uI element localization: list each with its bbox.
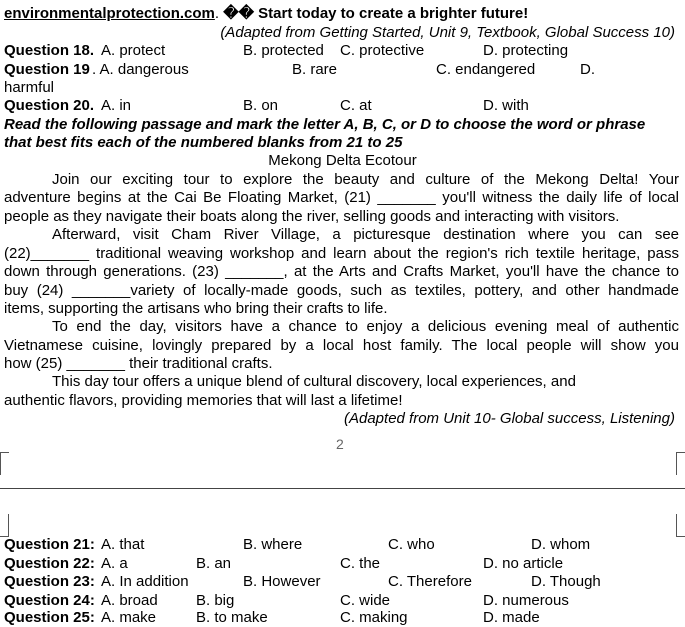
option-b: B. on (243, 97, 279, 114)
page-divider (0, 488, 685, 489)
page-corner-top-left (0, 452, 9, 475)
option-d: D. numerous (483, 592, 569, 609)
passage-line: To end the day, visitors have a chance to enjoy a delicious evening meal of authentic (52, 318, 679, 335)
passage-title: Mekong Delta Ecotour (268, 152, 417, 169)
option-b: B. rare (292, 61, 338, 78)
option-b: B. an (196, 555, 232, 572)
option-c: C. who (388, 536, 435, 553)
passage-line: how (25) _______ their traditional crafts. (4, 355, 273, 372)
option-a: A. in (101, 97, 132, 114)
question-label: Question 19 (4, 61, 90, 78)
option-a: A. a (101, 555, 128, 572)
option-d: D. protecting (483, 42, 569, 59)
option-b: B. where (243, 536, 303, 553)
option-a: A. broad (101, 592, 158, 609)
option-c: C. wide (340, 592, 391, 609)
question-label: Question 18. (4, 42, 95, 59)
passage-line: This day tour offers a unique blend of cultural discovery, local experiences, and (52, 373, 576, 390)
option-a: A. protect (101, 42, 166, 59)
page-corner-top-right (676, 452, 685, 475)
passage-line: items, supporting the artisans who bring their crafts to life. (4, 300, 388, 317)
instruction-line: Read the following passage and mark the letter A, B, C, or D to choose the word or phrase (4, 116, 646, 133)
option-a: A. that (101, 536, 145, 553)
option-c: C. the (340, 555, 381, 572)
option-d: D. (580, 61, 595, 78)
option-d: D. made (483, 609, 540, 626)
source-citation-2: (Adapted from Unit 10- Global success, Listening) (344, 410, 675, 427)
slogan: Start today to create a brighter future! (258, 5, 529, 22)
option-a: A. make (101, 609, 157, 626)
question-label: Question 20. (4, 97, 95, 114)
passage-line: Vietnamese cuisine, lovingly prepared by a local host family. The local people will show you (4, 337, 679, 354)
option-b: B. to make (196, 609, 268, 626)
passage-line: adventure begins at the Cai Be Floating Market, (21) _______ you'll witness the daily life of local (4, 189, 679, 206)
question-label: Question 24: (4, 592, 95, 609)
page-corner-bottom-right (676, 514, 685, 537)
option-c: C. endangered (436, 61, 536, 78)
page-number: 2 (336, 436, 344, 452)
site-link[interactable]: environmentalprotection.com (4, 5, 215, 22)
option-d: D. with (483, 97, 529, 114)
option-b: B. However (243, 573, 321, 590)
option-b: B. big (196, 592, 235, 609)
question-label: Question 21: (4, 536, 95, 553)
passage-line: Join our exciting tour to explore the beauty and culture of the Mekong Delta! Your (52, 171, 679, 188)
passage-line: down through generations. (23) _______, at the Arts and Crafts Market, you'll have the chance to (4, 263, 679, 280)
question-label: Question 23: (4, 573, 95, 590)
instruction-line: that best fits each of the numbered blanks from 21 to 25 (4, 134, 403, 151)
garbled-symbols: �� (223, 5, 254, 22)
source-citation-1: (Adapted from Getting Started, Unit 9, Textbook, Global Success 10) (220, 24, 675, 41)
option-d-wrap: harmful (4, 79, 55, 96)
option-a: A. In addition (101, 573, 189, 590)
option-d: D. Though (531, 573, 601, 590)
header-line: environmentalprotection.com. �� Start today to create a brighter future! (4, 5, 529, 22)
passage-line: buy (24) _______variety of locally-made goods, such as textiles, pottery, and other handmade (4, 282, 679, 299)
option-c: C. making (340, 609, 408, 626)
option-c: C. protective (340, 42, 425, 59)
option-a: . A. dangerous (92, 61, 189, 78)
option-b: B. protected (243, 42, 324, 59)
option-c: C. at (340, 97, 372, 114)
option-c: C. Therefore (388, 573, 472, 590)
passage-line: people as they navigate their boats along the river, selling goods and interacting with visitors. (4, 208, 620, 225)
passage-line: (22)_______ traditional weaving workshop and learn about the region's rich textile heritage, pass (4, 245, 679, 262)
option-d: D. no article (483, 555, 564, 572)
option-d: D. whom (531, 536, 591, 553)
question-label: Question 22: (4, 555, 95, 572)
passage-line: Afterward, visit Cham River Village, a picturesque destination where you can see (52, 226, 679, 243)
passage-line: authentic flavors, providing memories that will last a lifetime! (4, 392, 403, 409)
question-label: Question 25: (4, 609, 95, 626)
page-corner-bottom-left (0, 514, 9, 537)
